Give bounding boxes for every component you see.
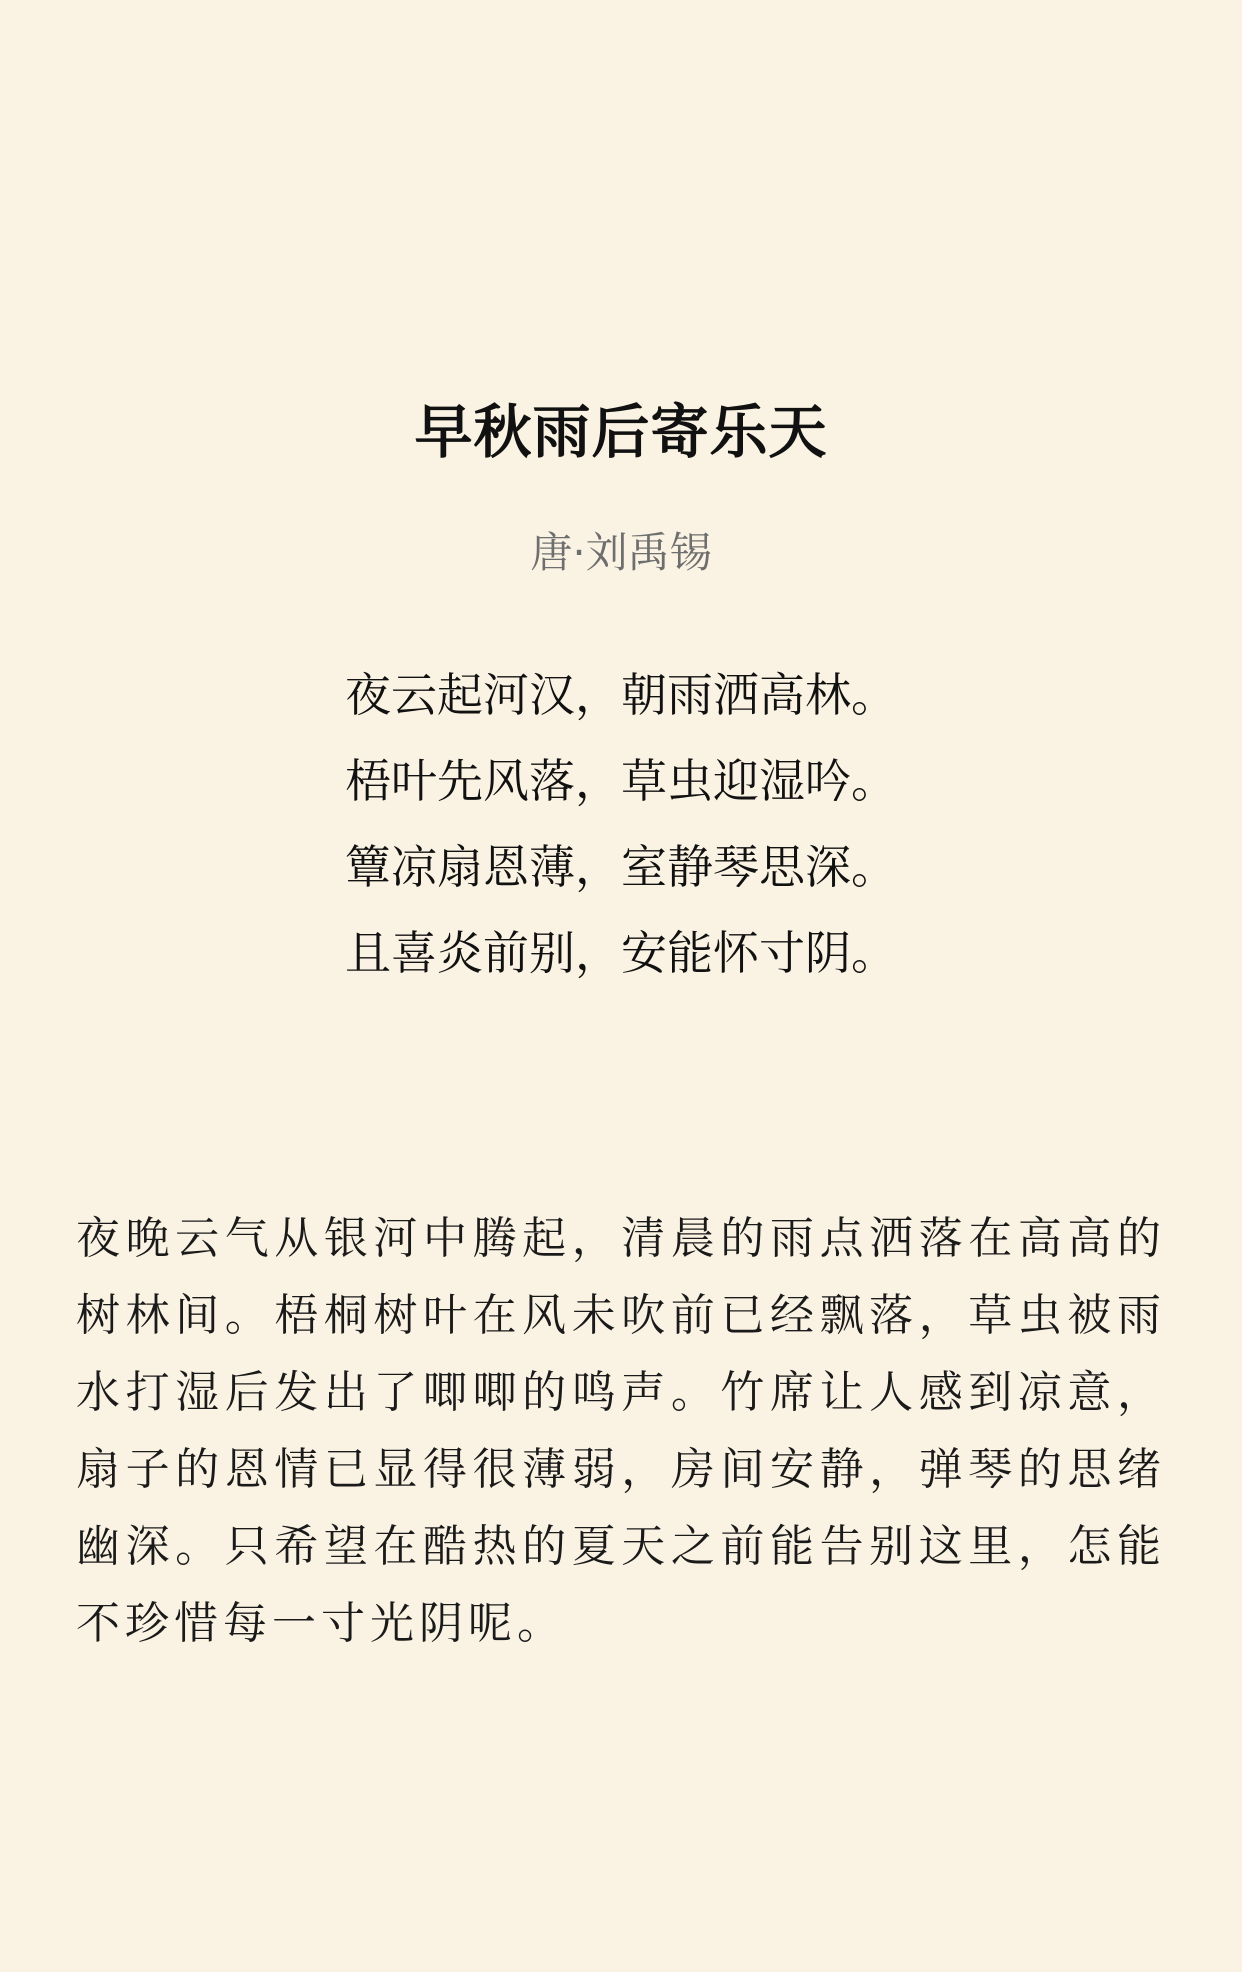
poem-title: 早秋雨后寄乐天 xyxy=(414,398,828,466)
poem-line: 簟凉扇恩薄，室静琴思深。 xyxy=(345,840,897,894)
poem-line: 且喜炎前别，安能怀寸阴。 xyxy=(345,926,897,980)
poem-author: 唐·刘禹锡 xyxy=(530,528,712,577)
poem-body xyxy=(0,652,1242,996)
poem-translation: 夜晚云气从银河中腾起，清晨的雨点洒落在高高的树林间。梧桐树叶在风未吹前已经飘落，草虫被雨水打湿后发出了唧唧的鸣声。竹席让人感到凉意，扇子的恩情已显得很薄弱，房间安静，弹琴的思绪幽深。只希望在酷热的夏天之前能告别这里，怎能不珍惜每一寸光阴呢。 xyxy=(76,1213,1166,1649)
poem-line: 梧叶先风落，草虫迎湿吟。 xyxy=(345,754,897,808)
poem-line: 夜云起河汉，朝雨洒高林。 xyxy=(345,668,897,722)
